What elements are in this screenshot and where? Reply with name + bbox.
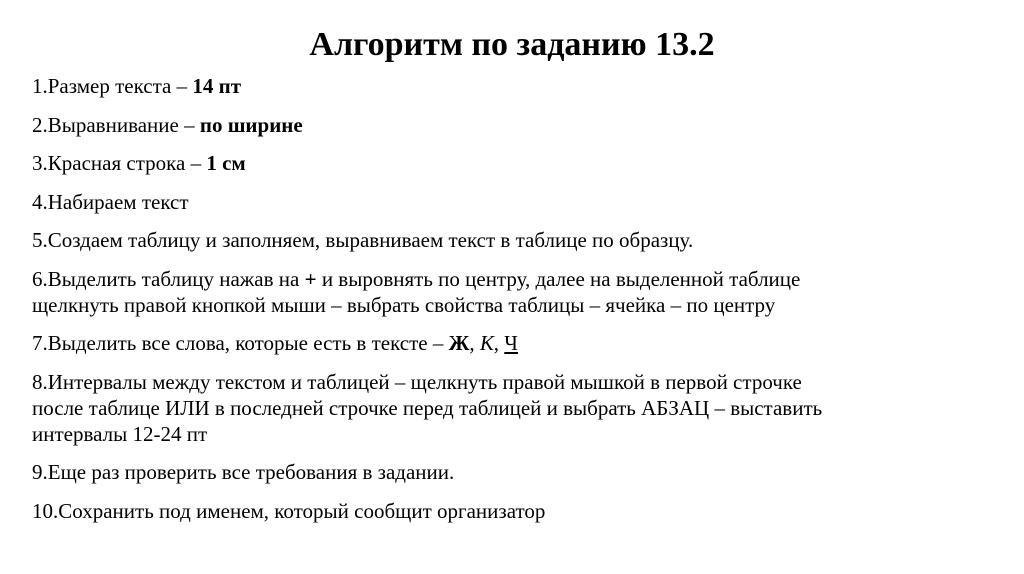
step-5 [32, 227, 1002, 253]
step-7-sep-1: , [469, 331, 480, 355]
step-8-text-c: интервалы 12-24 пт [32, 421, 208, 446]
step-2-text: 2.Выравнивание – [32, 112, 200, 137]
step-6 [32, 266, 1002, 318]
step-1-value: 14 пт [192, 74, 242, 98]
step-10-text: 10.Сохранить под именем, который сообщит организатор [32, 498, 546, 523]
step-6-text-b: и выровнять по центру, далее на выделенной таблице [316, 266, 801, 291]
step-7-text: 7.Выделить все слова, которые есть в тексте – [32, 331, 449, 355]
step-6-text-a: 6.Выделить таблицу нажав на [32, 266, 305, 291]
step-1-text: 1.Размер текста – [32, 74, 193, 98]
step-7-bold-letter: Ж [448, 331, 470, 355]
step-9-text: 9.Еще раз проверить все требования в задании. [32, 460, 455, 484]
step-2 [32, 112, 1002, 138]
step-6-text-c: щелкнуть правой кнопкой мыши – выбрать свойства таблицы – ячейка – по центру [32, 292, 776, 317]
step-7 [32, 330, 1002, 356]
step-8-text-a: 8.Интервалы между текстом и таблицей – щелкнуть правой мышкой в первой строчке [32, 369, 802, 394]
step-5-text: 5.Создаем таблицу и заполняем, выравниваем текст в таблице по образцу. [32, 228, 694, 252]
step-6-plus: + [304, 266, 317, 291]
step-10 [32, 498, 1002, 524]
slide-title: Алгоритм по заданию 13.2 [309, 26, 715, 63]
step-8-text-b: после таблице ИЛИ в последней строчке перед таблицей и выбрать АБЗАЦ – выставить [32, 395, 823, 420]
step-7-underline-letter: Ч [504, 331, 518, 355]
step-9 [32, 459, 1002, 485]
step-3 [32, 150, 1002, 176]
step-8 [32, 369, 1002, 447]
step-4-text: 4.Набираем текст [32, 189, 189, 214]
step-3-text: 3.Красная строка – [32, 151, 207, 175]
step-1 [32, 73, 1002, 99]
steps-list [32, 73, 1002, 536]
step-7-sep-2: , [493, 331, 505, 355]
step-4 [32, 189, 1002, 215]
step-7-italic-letter: К [479, 331, 494, 355]
step-3-value: 1 см [206, 151, 246, 175]
step-2-value: по ширине [199, 112, 303, 137]
